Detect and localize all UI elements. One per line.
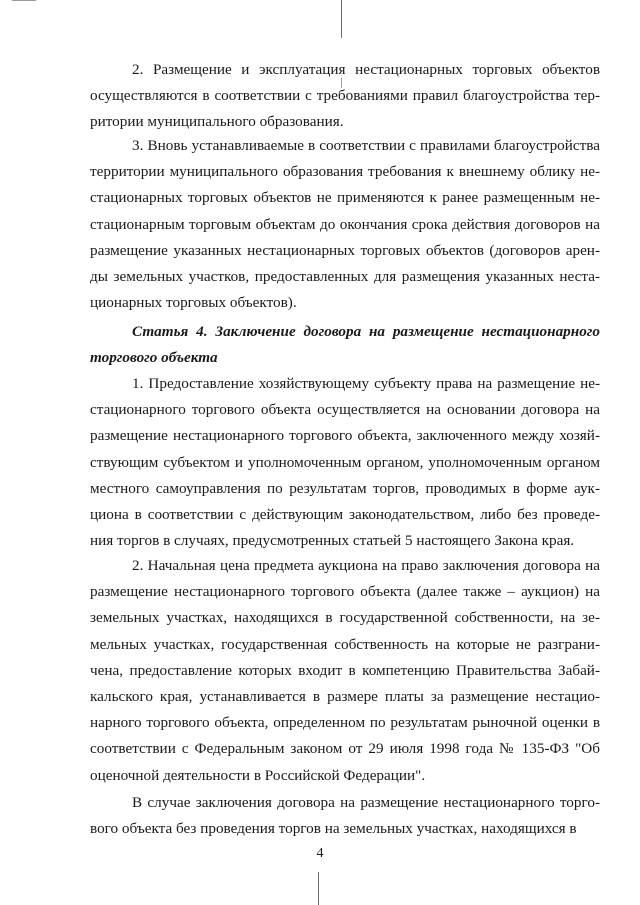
- paragraph-text: В случае заключения договора на размещение нестационарного торгового объекта без проведения торгов на земельных участках, находящихся в: [90, 794, 600, 838]
- paragraph-text: 1. Предоставление хозяйствующему субъекту права на размещение нестационарного торгового объекта осуществляется на основании договора на размещение нестационарного торгового объекта, заключенного между хозяйствующим субъектом и уполномоченным органом, уполномоченным органом местного самоуправления по результатам торгов, проводимых в форме аукциона в соответствии с действующим законодательством, либо без проведения торгов в случаях, предусмотренных статьей 5 настоящего Закона края.: [90, 375, 600, 550]
- page-number: 4: [316, 846, 324, 861]
- article-4-heading-block: [90, 319, 600, 371]
- paragraph-article3-item3: [90, 133, 600, 316]
- paragraph-article4-continuation: [90, 790, 600, 842]
- paragraph-article3-item2: [90, 57, 600, 136]
- paragraph-article4-item1: [90, 371, 600, 554]
- paragraph-text: 2. Размещение и эксплуатация нестационарных торговых объектов осуществляются в соответствии с требованиями правил благоустройства территории муниципального образования.: [90, 61, 600, 131]
- paragraph-text: 2. Начальная цена предмета аукциона на право заключения договора на размещение нестационарного торгового объекта (далее также – аукцион) на земельных участках, находящихся в государственной собственности, на земельных участках, государственная собственность на которые не разграничена, предоставление которых входит в компетенцию Правительства Забайкальского края, устанавливается в размере платы за размещение нестационарного торгового объекта, определенном по результатам рыночной оценки в соответствии с Федеральным законом от 29 июля 1998 года № 135-ФЗ "Об оценочной деятельности в Российской Федерации".: [90, 557, 600, 784]
- paragraph-text: 3. Вновь устанавливаемые в соответствии с правилами благоустройства территории муниципального образования требования к внешнему облику нестационарных торговых объектов не применяются к ранее размещенным нестационарным торговым объектам до окончания срока действия договоров на размещение указанных нестационарных торговых объектов (договоров аренды земельных участков, предоставленных для размещения указанных нестационарных торговых объектов).: [90, 137, 600, 312]
- scan-artifact-bottom-center: [318, 872, 319, 905]
- scan-artifact-top-left: [12, 0, 36, 1]
- paragraph-article4-item2: [90, 553, 600, 789]
- scan-artifact-top-center: [341, 0, 342, 38]
- article-heading: Статья 4. Заключение договора на размещение нестационарного торгового объекта: [90, 323, 600, 367]
